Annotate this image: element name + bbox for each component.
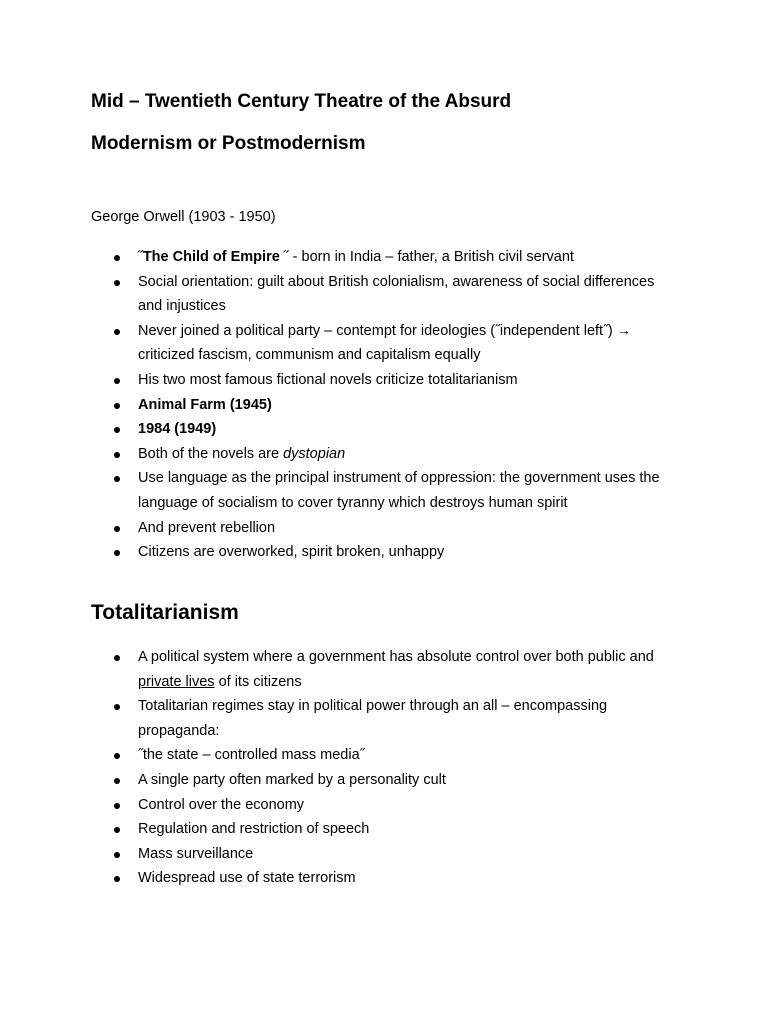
list-item [0, 393, 678, 418]
list-item [0, 516, 678, 541]
list-item-text: Mass surveillance [138, 845, 254, 862]
list-item [0, 866, 678, 891]
bullet-icon [114, 403, 120, 409]
bullet-icon [114, 452, 120, 458]
list-item-text: Never joined a political party – contempt for ideologies (˝independent left˝) [138, 322, 617, 339]
list-item [0, 793, 678, 818]
list-item [0, 540, 678, 565]
list-item [0, 442, 678, 467]
bullet-icon [114, 280, 120, 286]
list-item-text: A single party often marked by a personality cult [138, 771, 446, 788]
totalitarianism-bullet-list [0, 645, 700, 891]
list-item-text: Citizens are overworked, spirit broken, unhappy [138, 544, 445, 561]
list-item-text: Widespread use of state terrorism [138, 870, 356, 887]
list-item-text: Totalitarian regimes stay in political power through an all – encompassing propaganda: [138, 698, 608, 739]
list-item [0, 417, 678, 442]
list-item [0, 842, 678, 867]
bullet-icon [114, 827, 120, 833]
list-item-text: Control over the economy [138, 796, 305, 813]
list-item [0, 319, 678, 368]
list-item [0, 817, 678, 842]
list-item-text: Both of the novels are [138, 445, 284, 462]
bullet-icon [114, 550, 120, 556]
list-item-text: Use language as the principal instrument of oppression: the government uses the language of socialism to cover tyranny which destroys human spirit [138, 470, 660, 511]
document-title: Mid – Twentieth Century Theatre of the Absurd [91, 91, 512, 112]
arrow-right-icon: → [616, 322, 632, 339]
dystopian-word: dystopian [283, 445, 346, 462]
list-item-text: Social orientation: guilt about British colonialism, awareness of social differences and injustices [138, 273, 655, 315]
list-item [0, 368, 678, 393]
list-item-text: 1984 (1949) [138, 421, 217, 438]
private-lives-phrase: private lives [138, 673, 215, 690]
bullet-icon [114, 876, 120, 882]
bullet-icon [114, 427, 120, 433]
list-item-text: Regulation and restriction of speech [138, 821, 370, 838]
bullet-icon [114, 704, 120, 710]
document-subtitle: Modernism or Postmodernism [91, 133, 366, 154]
list-item [0, 466, 678, 515]
list-item-text: And prevent rebellion [138, 519, 276, 536]
bullet-icon [114, 778, 120, 784]
list-item-text: ˝the state – controlled mass media˝ [138, 747, 365, 764]
bullet-icon [114, 753, 120, 759]
bullet-icon [114, 378, 120, 384]
list-item-text: His two most famous fictional novels criticize totalitarianism [138, 371, 518, 388]
author-line: George Orwell (1903 - 1950) [91, 209, 276, 225]
list-item-text: criticized fascism, communism and capitalism equally [138, 347, 481, 364]
bullet-icon [114, 476, 120, 482]
bullet-icon [114, 655, 120, 661]
list-item-text: - born in India – father, a British civil servant [288, 249, 574, 265]
list-item [0, 645, 678, 694]
bullet-icon [114, 329, 120, 335]
list-item [0, 694, 678, 743]
list-item-text: A political system where a government has absolute control over both public and [138, 649, 654, 665]
list-item-text: of its citizens [214, 673, 302, 690]
bullet-icon [114, 803, 120, 809]
section-heading: Totalitarianism [91, 601, 239, 624]
child-of-empire-phrase: ˝The Child of Empire ˝ [138, 249, 289, 265]
bullet-icon [114, 526, 120, 532]
list-item-text: Animal Farm (1945) [138, 396, 272, 413]
list-item [0, 245, 678, 270]
list-item [0, 743, 678, 768]
bullet-icon [114, 852, 120, 858]
list-item [0, 768, 678, 793]
list-item [0, 270, 678, 319]
orwell-bullet-list [0, 245, 700, 565]
bullet-icon [114, 255, 120, 261]
